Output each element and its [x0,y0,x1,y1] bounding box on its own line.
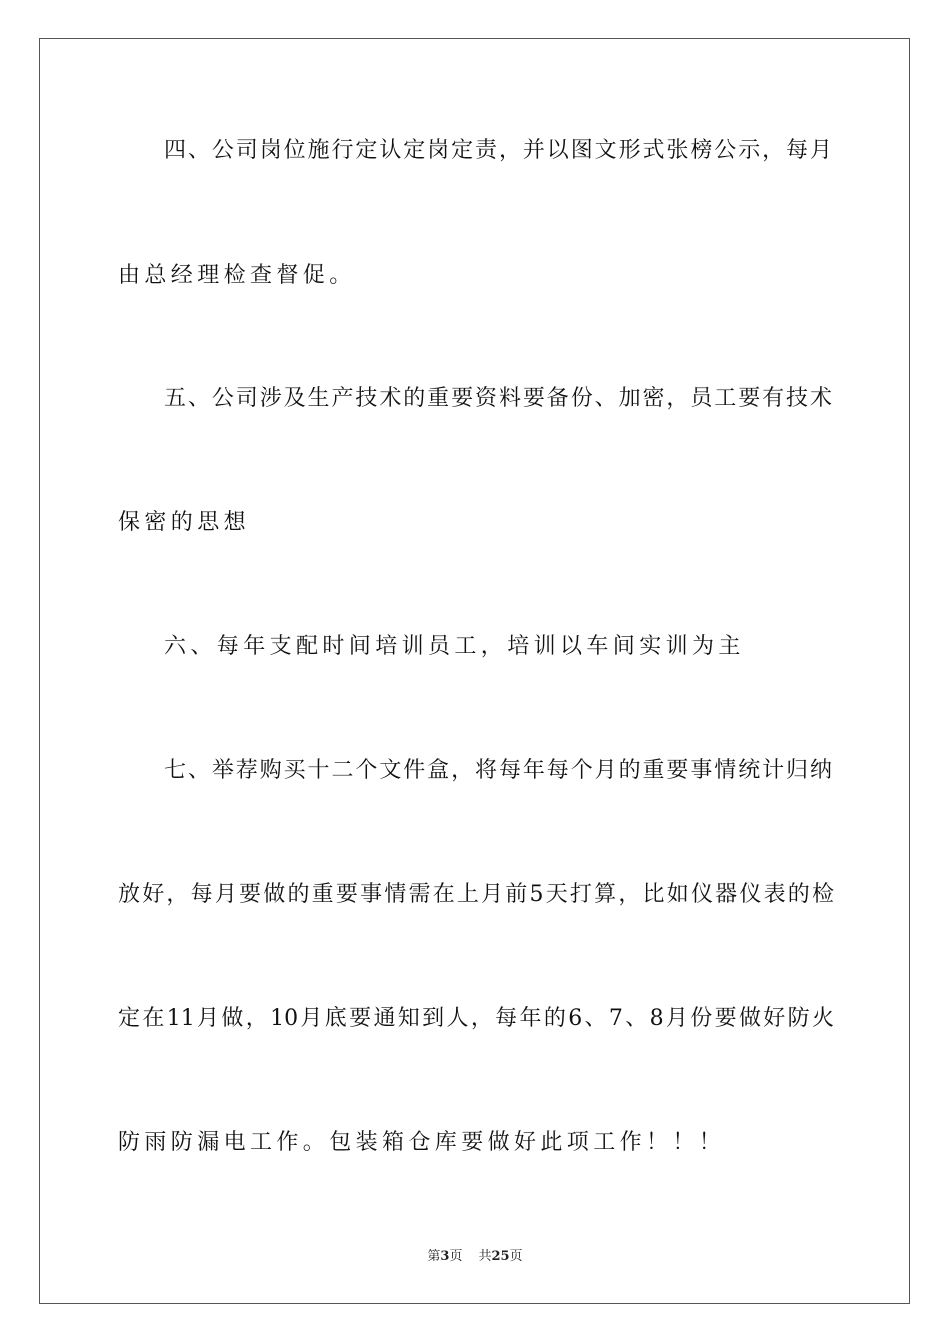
paragraph-7-line-2: 放好，每月要做的重要事情需在上月前5天打算，比如仪器仪表的检 [118,882,834,907]
paragraph-7-line-1: 七、举荐购买十二个文件盒，将每年每个月的重要事情统计归纳 [164,758,832,783]
paragraph-5-line-1: 五、公司涉及生产技术的重要资料要备份、加密，员工要有技术 [164,386,832,411]
total-suffix: 页 [509,1249,523,1264]
paragraph-7-line-3: 定在11月做，10月底要通知到人，每年的6、7、8月份要做好防火 [118,1006,834,1031]
paragraph-4-line-2: 由总经理检查督促。 [118,263,356,288]
total-page-count: 25 [491,1249,510,1264]
page-suffix: 页 [449,1249,463,1264]
page-border [39,38,910,1304]
page-footer [0,1248,950,1266]
total-prefix: 共 [478,1249,492,1264]
paragraph-5-line-2: 保密的思想 [118,510,251,535]
paragraph-6-line-1: 六、每年支配时间培训员工，培训以车间实训为主 [164,634,745,659]
page-prefix: 第 [427,1249,441,1264]
current-page-number: 3 [440,1249,450,1264]
paragraph-4-line-1: 四、公司岗位施行定认定岗定责，并以图文形式张榜公示，每月 [164,138,832,163]
paragraph-7-line-4: 防雨防漏电工作。包装箱仓库要做好此项工作！！！ [118,1130,726,1155]
